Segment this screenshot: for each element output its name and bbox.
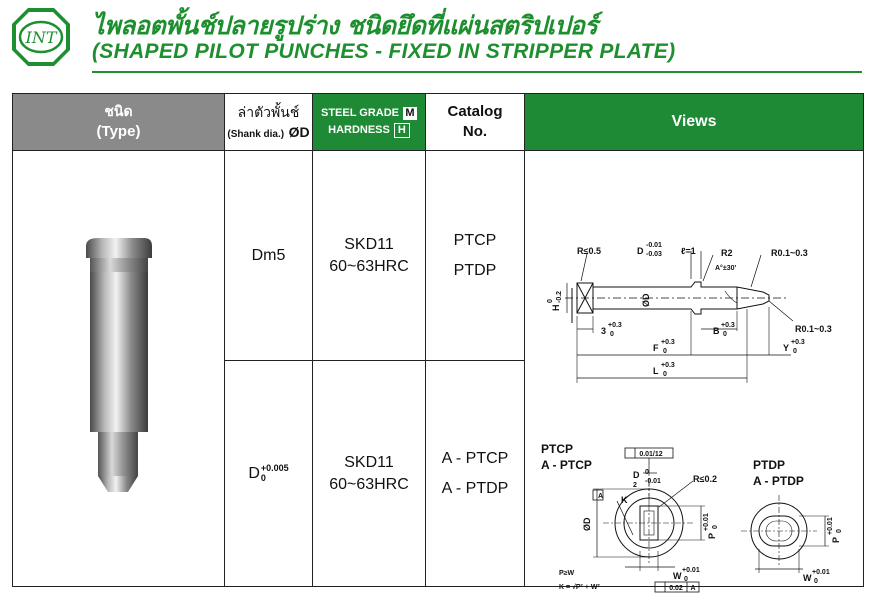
svg-text:+0.01: +0.01 <box>703 513 710 531</box>
ptcp-k-formula: K = √P² + W² <box>559 584 600 591</box>
page-title-thai: ไพลอตพั้นช์ปลายรูปร่าง ชนิดยึดที่แผ่นสตริปเปอร์ <box>92 11 598 40</box>
svg-text:0: 0 <box>836 529 843 533</box>
ptdp-title-alt: A - PTDP <box>753 474 804 488</box>
ptcp-flat-ref: A <box>690 585 696 592</box>
table-row <box>13 151 864 361</box>
svg-text:+0.01: +0.01 <box>827 517 834 535</box>
ptcp-title-alt: A - PTCP <box>541 458 592 472</box>
ptcp-k: K <box>621 495 628 505</box>
ptdp-drawing <box>741 495 829 573</box>
svg-text:-0.01: -0.01 <box>645 478 661 485</box>
steel-grade-badge: M <box>403 107 417 120</box>
ptcp-pw: P≥W <box>559 570 575 577</box>
int-logo <box>10 6 72 68</box>
header-steel-grade: STEEL GRADE M HARDNESS H <box>313 94 426 151</box>
dim-r01-bottom: R0.1~0.3 <box>795 324 832 334</box>
dim-od: ØD <box>641 293 651 307</box>
svg-text:0: 0 <box>684 576 688 583</box>
header-catalog: Catalog No. <box>426 94 525 151</box>
header-views: Views <box>525 94 864 151</box>
dim-y: Y <box>783 343 790 353</box>
dim-3: 3 <box>601 326 607 336</box>
ptdp-title: PTDP <box>753 458 786 472</box>
dim-l1: ℓ=1 <box>681 246 696 256</box>
dim-angle: A°±30' <box>715 265 737 272</box>
ptcp-a-ref: A <box>598 493 604 500</box>
svg-text:+0.3: +0.3 <box>721 322 735 329</box>
hardness-badge: H <box>394 123 410 138</box>
catalog-code: A - PTCP <box>441 449 509 467</box>
dim-r05: R≤0.5 <box>577 246 601 256</box>
svg-text:2: 2 <box>633 482 637 489</box>
shank-cell-2: D +0.005 0 <box>225 361 313 587</box>
ptdp-w: W <box>803 573 812 583</box>
svg-text:+0.3: +0.3 <box>608 322 622 329</box>
ptcp-w: W <box>673 571 682 581</box>
title-divider <box>92 71 862 73</box>
views-cell <box>525 151 864 592</box>
svg-text:0: 0 <box>712 525 719 529</box>
catalog-code: A - PTDP <box>441 479 509 497</box>
punch-illustration <box>64 236 174 496</box>
dim-h: H <box>551 304 561 311</box>
punch-image-cell <box>13 151 225 587</box>
svg-text:0: 0 <box>645 469 649 476</box>
svg-text:0: 0 <box>663 348 667 355</box>
ptcp-p: P <box>707 532 717 539</box>
dim-l: L <box>653 366 659 376</box>
dim-r2: R2 <box>721 248 733 258</box>
dim-b: B <box>713 326 720 336</box>
spec-table <box>12 93 864 592</box>
svg-text:-0.03: -0.03 <box>646 251 662 258</box>
steel-cell-2: SKD11 60~63HRC <box>313 361 426 587</box>
ptcp-flat-tol: 0.02 <box>669 585 683 592</box>
dim-d: D <box>637 246 644 256</box>
catalog-cell-1 <box>426 151 525 361</box>
svg-text:+0.3: +0.3 <box>661 362 675 369</box>
dim-f: F <box>653 343 659 353</box>
page-title-english: (SHAPED PILOT PUNCHES - FIXED IN STRIPPER PLATE) <box>92 40 676 63</box>
ptcp-rs02: R≤0.2 <box>693 474 717 484</box>
svg-text:0: 0 <box>793 348 797 355</box>
svg-text:0: 0 <box>610 331 614 338</box>
header-shank: ล่าตัวพั้นช์ (Shank dia.) ØD <box>225 94 313 151</box>
svg-text:0: 0 <box>547 299 554 303</box>
svg-text:+0.01: +0.01 <box>812 569 830 576</box>
shank-cell-1: Dm5 <box>225 151 313 361</box>
catalog-cell-2 <box>426 361 525 587</box>
ptcp-tol-box: 0.01/12 <box>639 451 663 458</box>
header-type: ชนิด (Type) <box>13 94 225 151</box>
svg-text:+0.3: +0.3 <box>791 339 805 346</box>
svg-text:-0.2: -0.2 <box>556 290 563 303</box>
logo-text: INT <box>25 28 57 47</box>
ptdp-p: P <box>831 536 841 543</box>
catalog-code: PTCP <box>453 231 497 249</box>
technical-drawings <box>525 151 863 592</box>
svg-text:-0.01: -0.01 <box>646 242 662 249</box>
ptcp-title: PTCP <box>541 442 574 456</box>
svg-text:0: 0 <box>814 578 818 585</box>
svg-text:+0.01: +0.01 <box>682 567 700 574</box>
dim-r01-top: R0.1~0.3 <box>771 248 808 258</box>
catalog-code: PTDP <box>453 261 497 279</box>
header-row <box>13 94 864 151</box>
svg-text:0: 0 <box>663 371 667 378</box>
ptcp-d-half: D <box>633 470 640 480</box>
ptcp-od: ØD <box>582 517 592 531</box>
svg-text:+0.3: +0.3 <box>661 339 675 346</box>
svg-text:0: 0 <box>723 331 727 338</box>
side-view-drawing <box>565 251 793 383</box>
steel-cell-1: SKD11 60~63HRC <box>313 151 426 361</box>
